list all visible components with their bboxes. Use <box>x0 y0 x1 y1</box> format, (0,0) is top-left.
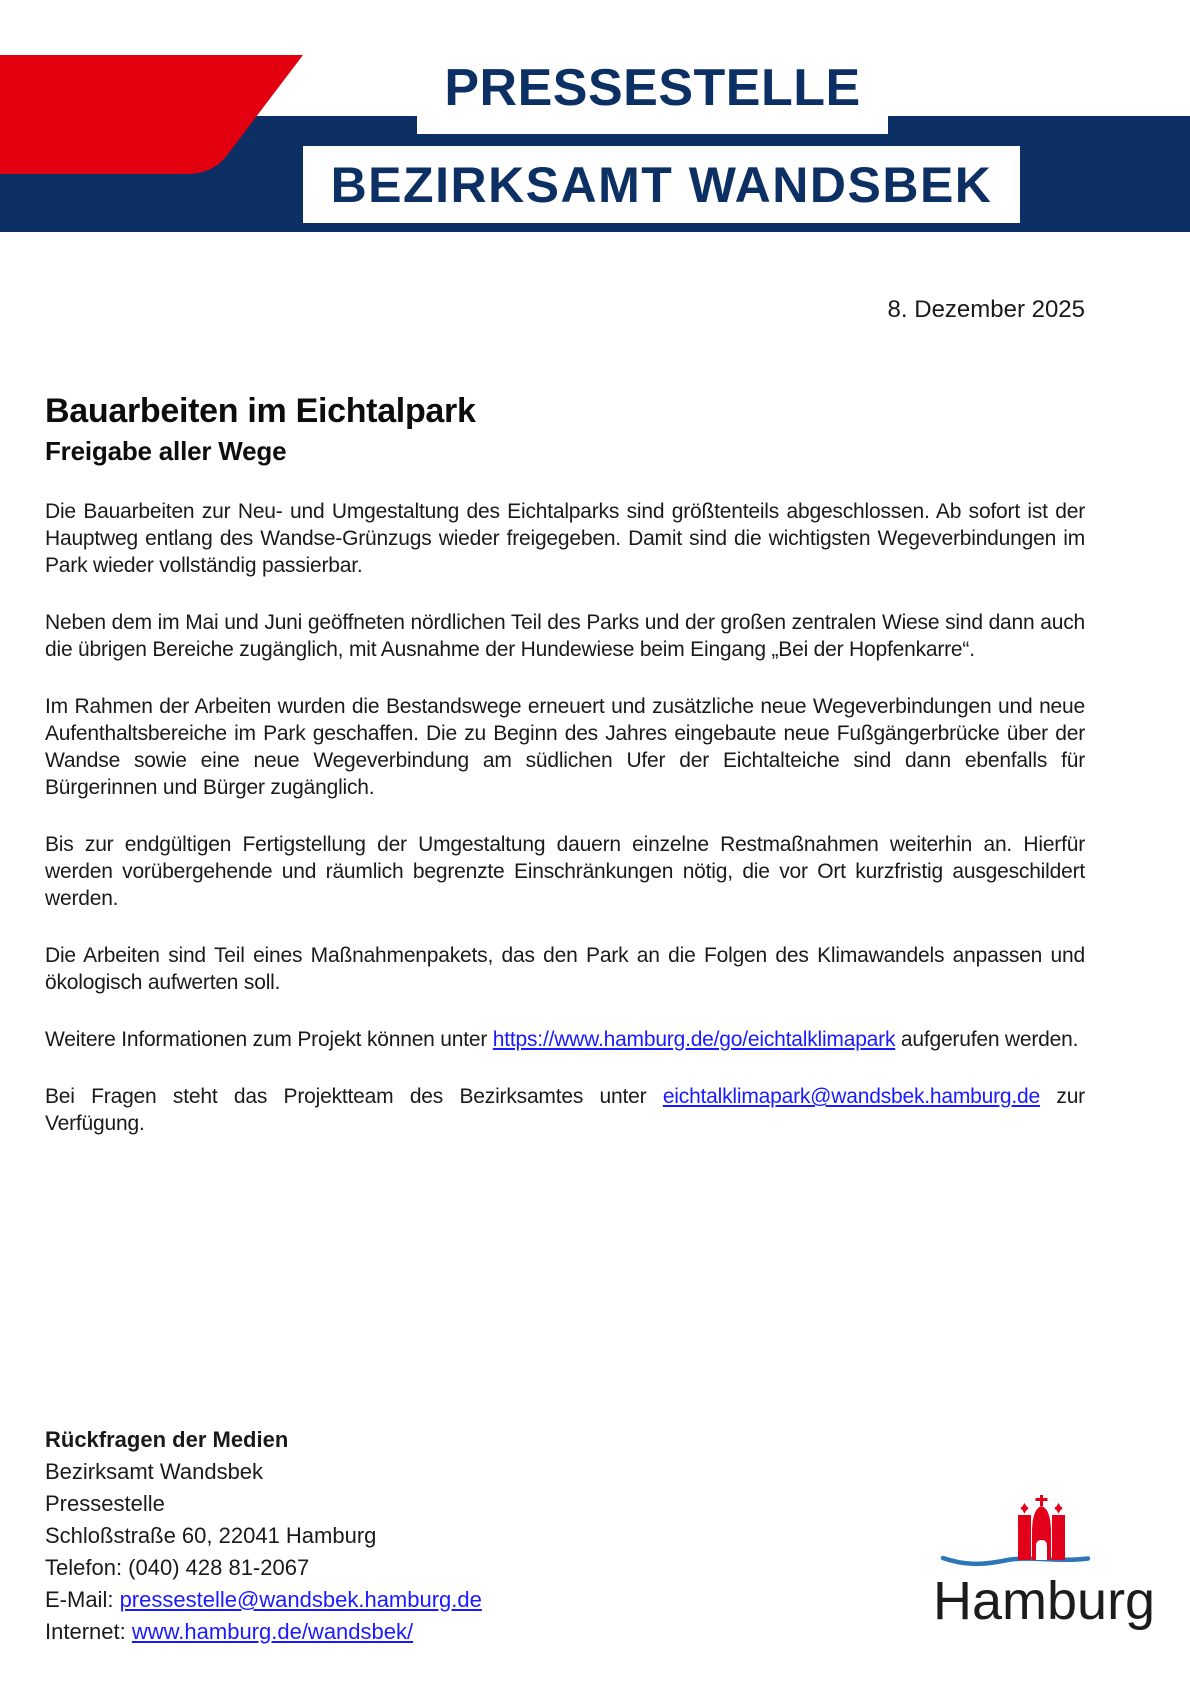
bezirksamt-box <box>303 146 1020 223</box>
body-text <box>45 498 1085 1167</box>
hamburg-castle-icon <box>933 1490 1153 1570</box>
pressestelle-box <box>417 42 888 134</box>
letterhead <box>0 0 1190 240</box>
paragraph-6-text: Weitere Informationen zum Projekt können unter <box>45 1028 493 1051</box>
red-banner-shape <box>0 0 320 180</box>
page-subtitle: Freigabe aller Wege <box>45 436 287 466</box>
contact-line-dept: Pressestelle <box>45 1491 165 1516</box>
contact-block <box>45 1424 482 1648</box>
contact-heading: Rückfragen der Medien <box>45 1427 289 1452</box>
contact-line-internet <box>45 1616 482 1648</box>
paragraph-6 <box>45 1026 1085 1053</box>
pressestelle-label: PRESSESTELLE <box>444 59 861 117</box>
wandsbek-website-link[interactable]: www.hamburg.de/wandsbek/ <box>131 1619 414 1644</box>
email-label: E-Mail: <box>45 1587 120 1612</box>
title-block <box>45 392 476 466</box>
paragraph-4: Bis zur endgültigen Fertigstellung der Umgestaltung dauern einzelne Restmaßnahmen weiterhin an. Hierfür werden vorübergehende und räumlich begrenzte Einschränkungen nötig, die vor Ort kurzfristig ausgeschildert werden. <box>45 833 1085 910</box>
project-info-link[interactable]: https://www.hamburg.de/go/eichtalklimapark <box>492 1028 896 1051</box>
paragraph-2: Neben dem im Mai und Juni geöffneten nördlichen Teil des Parks und der großen zentralen Wiese sind dann auch die übrigen Bereiche zugänglich, mit Ausnahme der Hundewiese beim Eingang „Bei der Hopfenkarre“. <box>45 611 1085 661</box>
bezirksamt-label: BEZIRKSAMT WANDSBEK <box>330 156 993 213</box>
paragraph-7-text: Bei Fragen steht das Projektteam des Bezirksamtes unter <box>45 1085 663 1108</box>
hamburg-logo <box>933 1490 1156 1631</box>
internet-label: Internet: <box>45 1619 132 1644</box>
date: 8. Dezember 2025 <box>887 296 1085 323</box>
contact-line-email <box>45 1584 482 1616</box>
pressestelle-email-link[interactable]: pressestelle@wandsbek.hamburg.de <box>119 1587 482 1612</box>
page-title: Bauarbeiten im Eichtalpark <box>45 392 476 430</box>
paragraph-7-text-after: zur Verfügung. <box>45 1085 1085 1135</box>
hamburg-wordmark: Hamburg <box>933 1571 1156 1631</box>
paragraph-7 <box>45 1083 1085 1137</box>
contact-line-org: Bezirksamt Wandsbek <box>45 1459 264 1484</box>
paragraph-5: Die Arbeiten sind Teil eines Maßnahmenpakets, das den Park an die Folgen des Klimawandels anpassen und ökologisch aufwerten soll. <box>45 944 1085 994</box>
paragraph-3: Im Rahmen der Arbeiten wurden die Bestandswege erneuert und zusätzliche neue Wegeverbindungen und neue Aufenthaltsbereiche im Park geschaffen. Die zu Beginn des Jahres eingebaute neue Fußgängerbrücke über der Wandse sowie eine neue Wegeverbindung am südlichen Ufer der Eichtalteiche sind dann ebenfalls für Bürgerinnen und Bürger zugänglich. <box>45 695 1085 799</box>
contact-line-phone: Telefon: (040) 428 81-2067 <box>45 1555 310 1580</box>
paragraph-6-text-after: aufgerufen werden. <box>895 1028 1079 1051</box>
contact-line-address: Schloßstraße 60, 22041 Hamburg <box>45 1523 377 1548</box>
paragraph-1: Die Bauarbeiten zur Neu- und Umgestaltung des Eichtalparks sind größtenteils abgeschlossen. Ab sofort ist der Hauptweg entlang des Wandse-Grünzugs wieder freigegeben. Damit sind die wichtigsten Wegeverbindungen im Park wieder vollständig passierbar. <box>45 500 1085 577</box>
date-line <box>45 294 1085 326</box>
project-email-link[interactable]: eichtalklimapark@wandsbek.hamburg.de <box>662 1085 1040 1108</box>
